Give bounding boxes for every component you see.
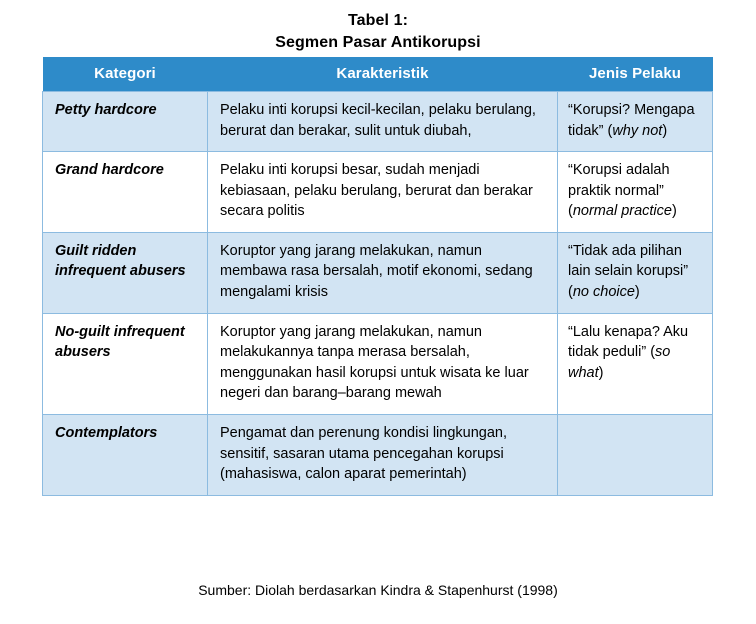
quote-text: “Tidak ada pilihan lain selain korupsi” ( <box>568 242 689 301</box>
column-header-karakteristik: Karakteristik <box>208 57 558 92</box>
quote-tail: ) <box>671 203 677 220</box>
title-line-1: Tabel 1: <box>347 12 409 29</box>
cell-jenis-pelaku <box>558 414 713 495</box>
cell-karakteristik: Koruptor yang jarang melakukan, namun melakukannya tanpa merasa bersalah, menggunakan hasil korupsi untuk wisata ke luar negeri dan barang–barang mewah <box>208 313 558 414</box>
quote-tail: ) <box>662 122 668 139</box>
cell-karakteristik: Pengamat dan perenung kondisi lingkungan, sensitif, sasaran utama pencegahan korupsi (mahasiswa, calon aparat pemerintah) <box>208 414 558 495</box>
quote-tail: ) <box>598 364 604 381</box>
column-header-jenis-pelaku: Jenis Pelaku <box>558 57 713 92</box>
quote-italic: no choice <box>572 284 635 301</box>
segment-table <box>42 57 713 496</box>
table-header-row <box>43 57 713 92</box>
cell-jenis-pelaku <box>558 232 713 313</box>
cell-karakteristik: Koruptor yang jarang melakukan, namun membawa rasa bersalah, motif ekonomi, sedang mengalami krisis <box>208 232 558 313</box>
cell-karakteristik: Pelaku inti korupsi besar, sudah menjadi kebiasaan, pelaku berulang, berurat dan berakar secara politis <box>208 152 558 233</box>
quote-text: “Korupsi? Mengapa tidak” ( <box>568 102 695 139</box>
cell-kategori: Petty hardcore <box>43 92 208 152</box>
quote-italic: normal practice <box>572 203 672 220</box>
table-row <box>43 313 713 414</box>
quote-italic: so what <box>568 344 671 381</box>
quote-text: “Lalu kenapa? Aku tidak peduli” ( <box>568 323 689 361</box>
source-caption: Sumber: Diolah berdasarkan Kindra & Stapenhurst (1998) <box>198 582 558 598</box>
cell-jenis-pelaku <box>558 92 713 152</box>
table-row <box>43 232 713 313</box>
cell-kategori: Grand hardcore <box>43 152 208 233</box>
cell-kategori: Contemplators <box>43 414 208 495</box>
cell-jenis-pelaku <box>558 313 713 414</box>
table-row <box>43 414 713 495</box>
quote-tail: ) <box>634 284 640 301</box>
cell-jenis-pelaku <box>558 152 713 233</box>
title-line-2: Segmen Pasar Antikorupsi <box>275 34 481 52</box>
cell-karakteristik: Pelaku inti korupsi kecil-kecilan, pelaku berulang, berurat dan berakar, sulit untuk diubah, <box>208 92 558 152</box>
quote-text: “Korupsi adalah praktik normal” ( <box>568 162 670 220</box>
table-body <box>43 92 713 496</box>
segment-table-container <box>42 57 712 496</box>
table-row <box>43 92 713 152</box>
column-header-kategori: Kategori <box>43 57 208 92</box>
quote-italic: why not <box>612 122 663 139</box>
cell-kategori: No-guilt infrequent abusers <box>43 313 208 414</box>
cell-kategori: Guilt ridden infrequent abusers <box>43 232 208 313</box>
table-header <box>43 57 713 92</box>
page-title <box>0 0 756 54</box>
table-row <box>43 152 713 233</box>
